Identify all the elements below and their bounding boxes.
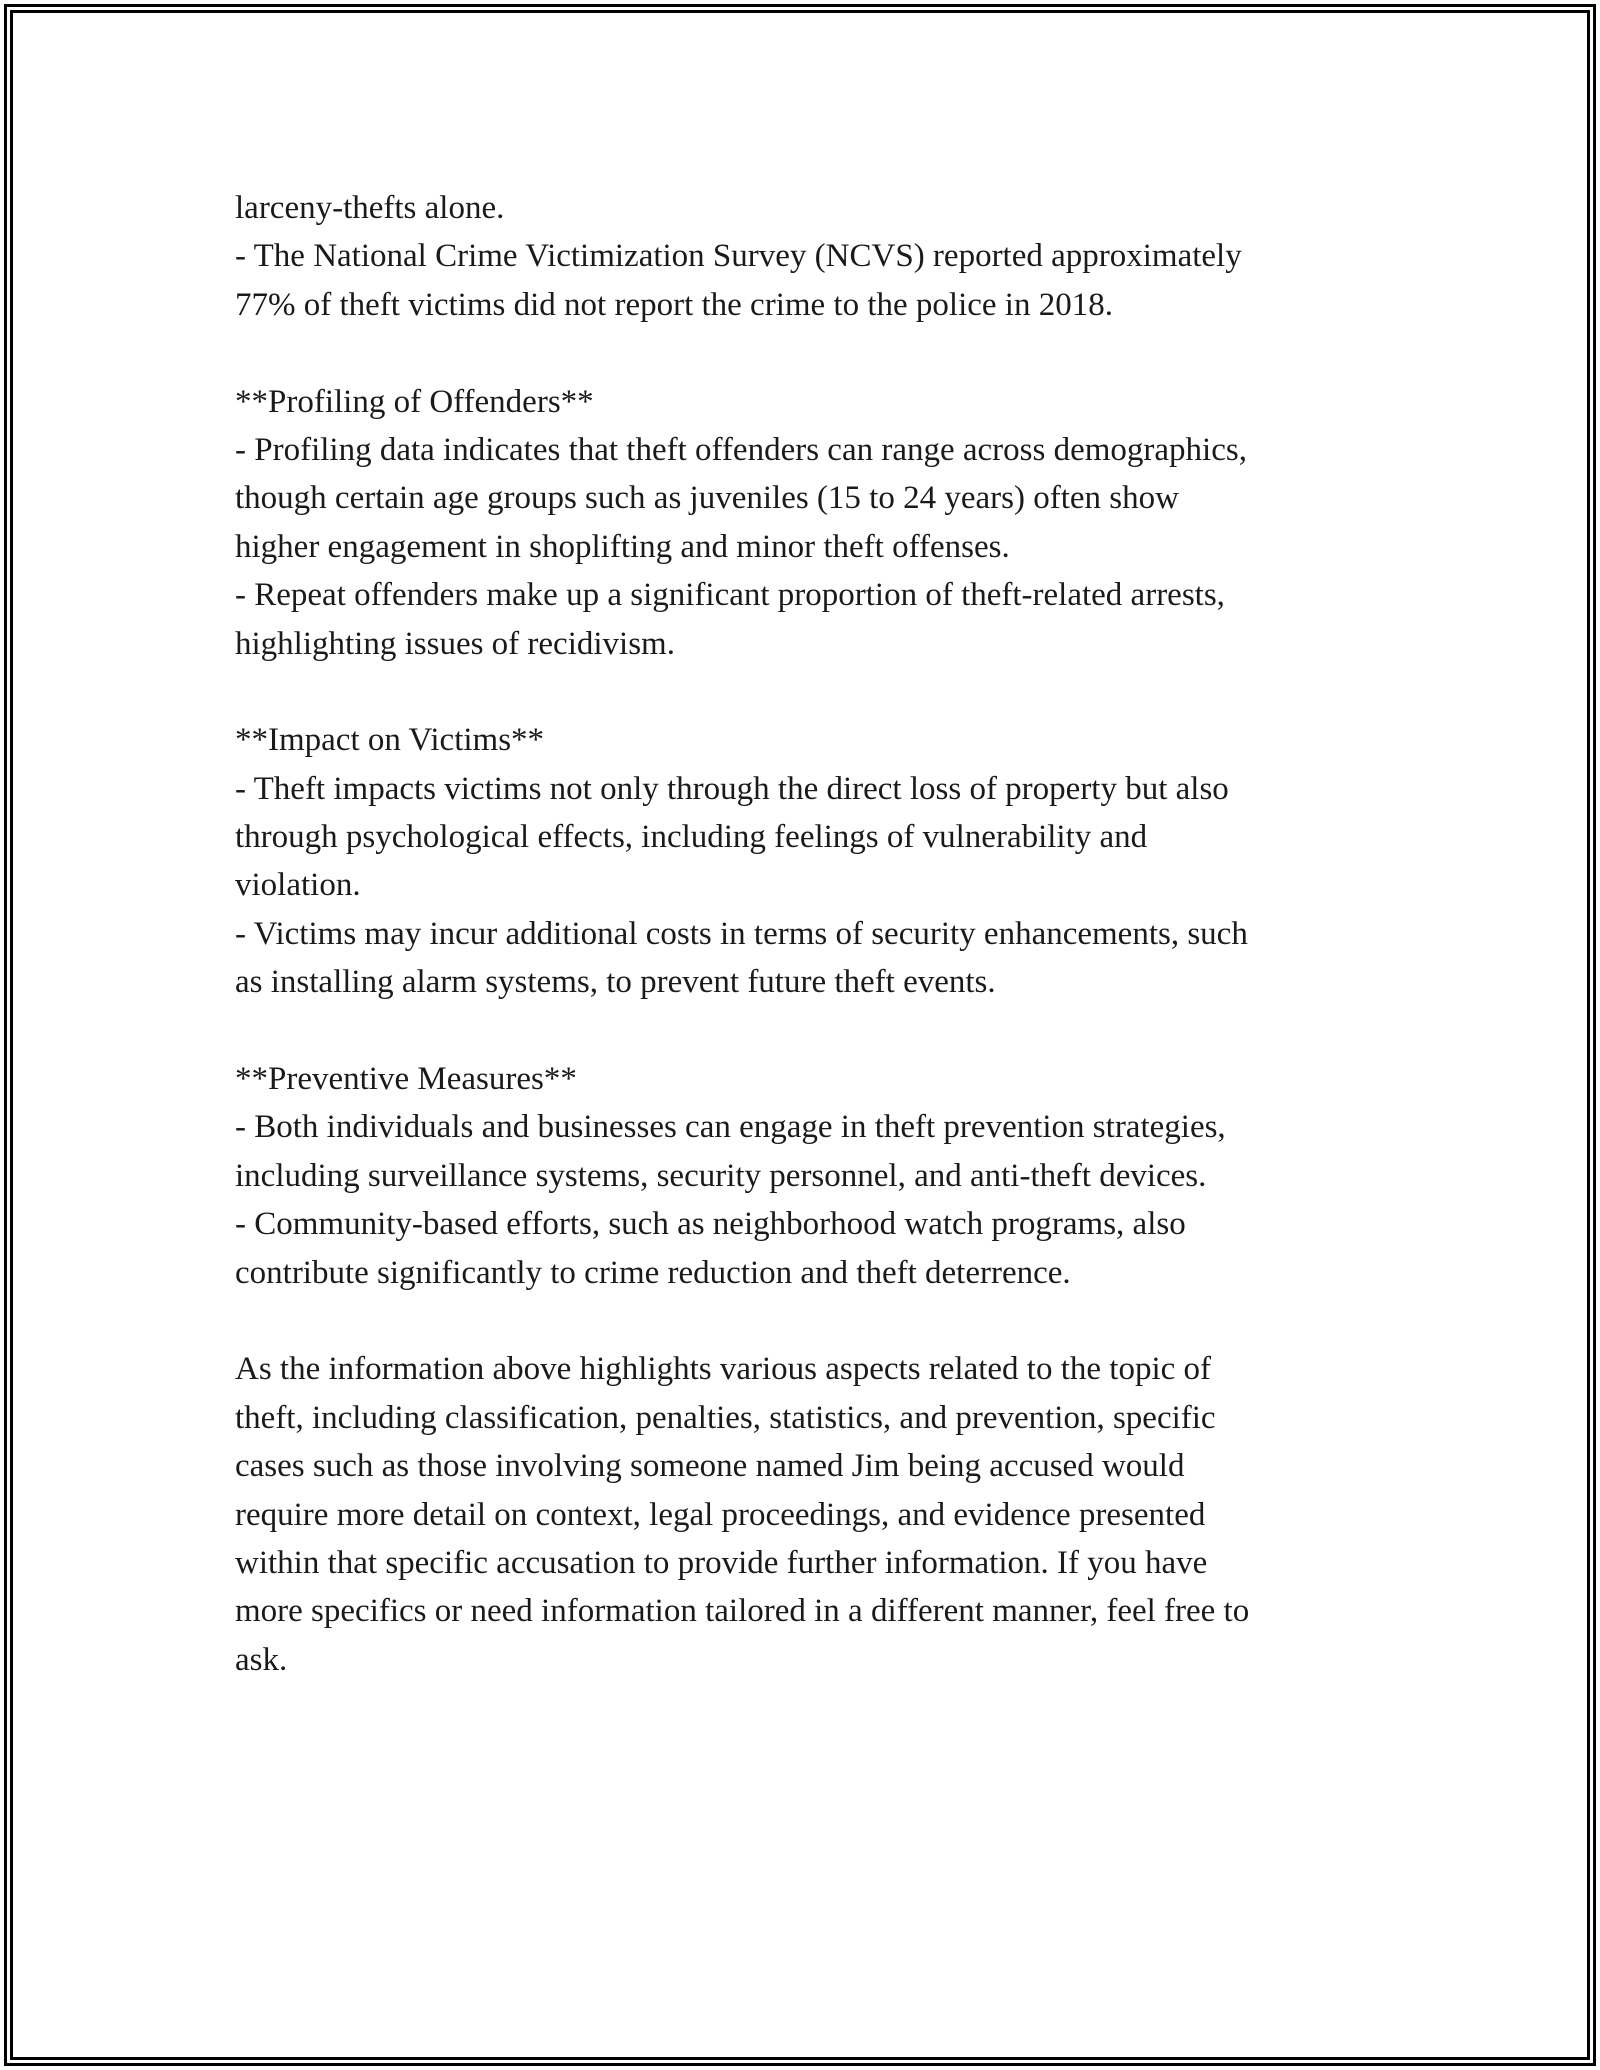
section-heading: **Preventive Measures** bbox=[235, 1061, 577, 1098]
bullet-line: - Theft impacts victims not only through the direct loss of property but also bbox=[235, 770, 1229, 807]
bullet-line: - Repeat offenders make up a significant proportion of theft-related arrests, bbox=[235, 577, 1225, 614]
text-line: ask. bbox=[235, 1641, 288, 1678]
document-body bbox=[235, 184, 1375, 1684]
text-line: highlighting issues of recidivism. bbox=[235, 625, 675, 662]
text-line: cases such as those involving someone named Jim being accused would bbox=[235, 1448, 1185, 1485]
text-line: As the information above highlights various aspects related to the topic of bbox=[235, 1351, 1212, 1388]
paragraph-gap bbox=[235, 1297, 1375, 1345]
text-line: as installing alarm systems, to prevent future theft events. bbox=[235, 964, 996, 1001]
preventive-section bbox=[235, 1055, 1375, 1297]
bullet-line: - The National Crime Victimization Survey (NCVS) reported approximately bbox=[235, 238, 1242, 275]
bullet-line: - Community-based efforts, such as neighborhood watch programs, also bbox=[235, 1206, 1186, 1243]
paragraph-gap bbox=[235, 1007, 1375, 1055]
text-line: within that specific accusation to provide further information. If you have bbox=[235, 1544, 1208, 1581]
impact-section bbox=[235, 716, 1375, 1006]
text-line: contribute significantly to crime reduction and theft deterrence. bbox=[235, 1254, 1071, 1291]
section-heading: **Impact on Victims** bbox=[235, 722, 545, 759]
intro-continuation bbox=[235, 184, 1375, 329]
text-line: violation. bbox=[235, 867, 361, 904]
section-heading: **Profiling of Offenders** bbox=[235, 383, 594, 420]
text-line: larceny-thefts alone. bbox=[235, 190, 505, 226]
text-line: theft, including classification, penalties, statistics, and prevention, specific bbox=[235, 1399, 1216, 1436]
bullet-line: - Victims may incur additional costs in terms of security enhancements, such bbox=[235, 915, 1248, 952]
profiling-section bbox=[235, 378, 1375, 668]
bullet-line: - Both individuals and businesses can engage in theft prevention strategies, bbox=[235, 1109, 1226, 1146]
text-line: including surveillance systems, security personnel, and anti-theft devices. bbox=[235, 1157, 1207, 1194]
bullet-line: - Profiling data indicates that theft offenders can range across demographics, bbox=[235, 431, 1247, 468]
text-line: higher engagement in shoplifting and minor theft offenses. bbox=[235, 528, 1010, 565]
paragraph-gap bbox=[235, 329, 1375, 377]
text-line: through psychological effects, including feelings of vulnerability and bbox=[235, 819, 1148, 856]
text-line: more specifics or need information tailored in a different manner, feel free to bbox=[235, 1593, 1250, 1630]
text-line: 77% of theft victims did not report the crime to the police in 2018. bbox=[235, 286, 1113, 323]
text-line: though certain age groups such as juveniles (15 to 24 years) often show bbox=[235, 480, 1179, 517]
paragraph-gap bbox=[235, 668, 1375, 716]
text-line: require more detail on context, legal proceedings, and evidence presented bbox=[235, 1496, 1206, 1533]
closing-paragraph bbox=[235, 1345, 1375, 1684]
